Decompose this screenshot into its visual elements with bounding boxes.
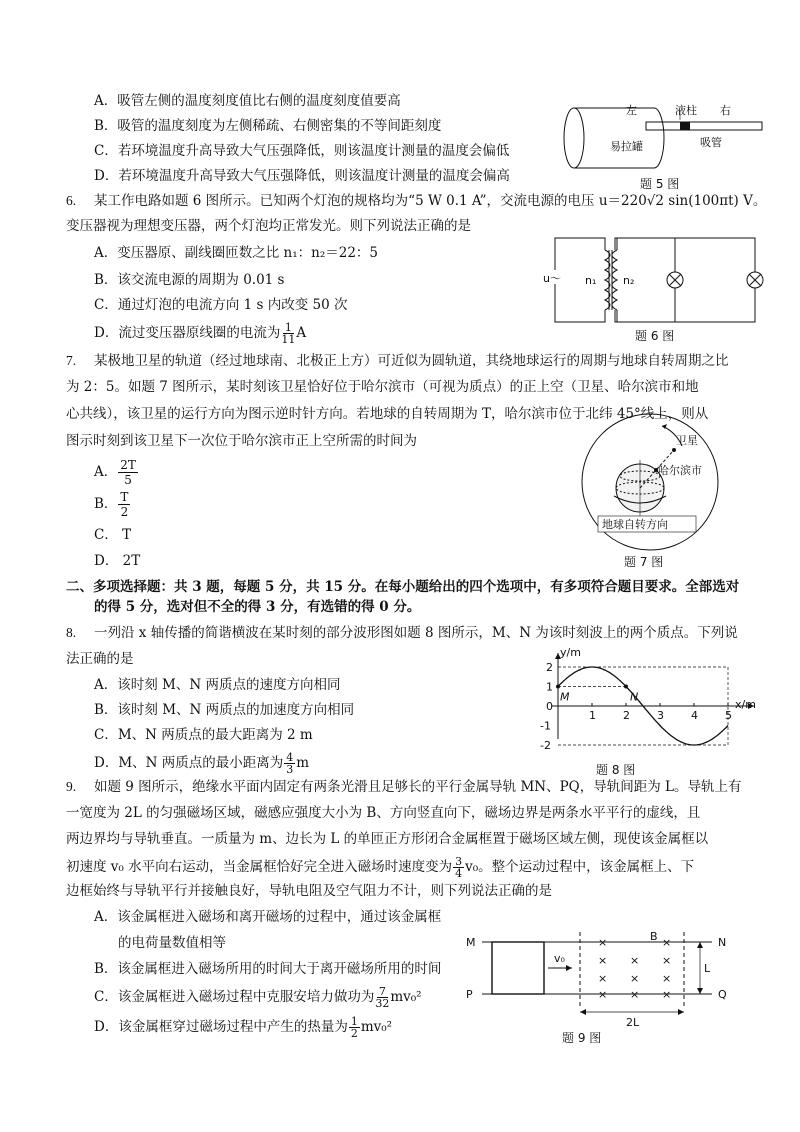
b-field-cross-icon: × xyxy=(598,988,608,1001)
q6-option-d-num: 1 xyxy=(284,321,292,334)
point-label-m: M xyxy=(560,690,570,704)
q9-label-2l: 2L xyxy=(626,1016,640,1029)
q6-stem-line2: 变压器视为理想变压器，两个灯泡均正常发光。则下列说法正确的是 xyxy=(66,218,471,234)
q5-option-b: B．吸管的温度刻度为左侧稀疏、右侧密集的不等间距刻度 xyxy=(94,118,442,134)
q8-option-d-unit: m xyxy=(296,755,310,771)
q6-option-a: A．变压器原、副线圈匝数之比 n₁：n₂＝22：5 xyxy=(94,245,379,261)
bulb-icon-2 xyxy=(747,272,763,288)
q9-label-b: B xyxy=(650,930,658,943)
q9-option-d xyxy=(94,1016,392,1039)
x-tick-label: 4 xyxy=(691,709,698,722)
b-field-cross-icon: × xyxy=(630,972,640,985)
q5-option-d: D．若环境温度升高导致大气压强降低，则该温度计测量的温度会偏高 xyxy=(94,168,510,184)
point-label-n: N xyxy=(630,690,639,704)
q8-stem-line1: 一列沿 x 轴传播的简谐横波在某时刻的部分波形图如题 8 图所示，M、N 为该时刻波上的两个质点。下列说 xyxy=(94,625,738,641)
q9-label-p: P xyxy=(466,988,473,1001)
q7-option-b-num: T xyxy=(120,490,129,504)
q7-option-c: C． T xyxy=(94,527,132,543)
q9-option-d-text: D．该金属框穿过磁场过程中产生的热量为 xyxy=(94,1019,348,1035)
b-field-cross-icon: × xyxy=(598,972,608,985)
q9-label-m: M xyxy=(466,936,476,949)
q7-figure xyxy=(578,410,728,570)
q6-option-d-unit: A xyxy=(296,325,307,341)
q9-option-c xyxy=(94,986,422,1009)
q7-stem-line4: 图示时刻到该卫星下一次位于哈尔滨市正上空所需的时间为 xyxy=(66,433,417,449)
q9-caption: 题 9 图 xyxy=(562,1031,602,1045)
q9-label-v0: v₀ xyxy=(554,952,565,965)
q5-right-label: 右 xyxy=(720,104,731,117)
q8-option-d-den: 3 xyxy=(286,763,294,776)
b-field-cross-icon: × xyxy=(598,954,608,967)
b-field-cross-icon: × xyxy=(662,954,672,967)
q8-stem-line2: 法正确的是 xyxy=(66,651,134,667)
q9-stem-line2: 一宽度为 2L 的匀强磁场区域，磁感应强度大小为 B、方向竖直向下，磁场边界是两条水平平行的虚线，且 xyxy=(66,805,701,821)
q5-caption: 题 5 图 xyxy=(640,177,680,191)
q9-label-q: Q xyxy=(718,988,727,1001)
q9-stem-frac-den: 4 xyxy=(455,867,463,880)
q9-stem-line5: 边框始终与导轨平行并接触良好，导轨电阻及空气阻力不计，则下列说法正确的是 xyxy=(66,883,552,899)
q5-left-label: 左 xyxy=(626,104,637,117)
q5-straw-label: 吸管 xyxy=(700,136,722,149)
q8-number: 8. xyxy=(66,625,77,640)
b-field-cross-icon: × xyxy=(662,988,672,1001)
q9-option-c-den: 32 xyxy=(375,997,390,1010)
q7-option-a-label: A． xyxy=(94,464,118,480)
section2-header-line2: 的得 5 分，选对但不全的得 3 分，有选错的得 0 分。 xyxy=(94,599,421,615)
q6-option-c: C．通过灯泡的电流方向 1 s 内改变 50 次 xyxy=(94,297,348,313)
q7-number: 7. xyxy=(66,353,77,368)
y-tick-label: 0 xyxy=(546,700,553,713)
x-tick-label: 2 xyxy=(623,709,630,722)
q7-option-d: D． 2T xyxy=(94,553,141,569)
q8-option-b: B．该时刻 M、N 两质点的加速度方向相同 xyxy=(94,702,355,718)
q7-satellite-label: 卫星 xyxy=(676,434,698,447)
q6-option-d-text: D．流过变压器原线圈的电流为 xyxy=(94,325,281,341)
q5-liquid-label: 液柱 xyxy=(675,104,697,117)
q9-stem-frac-num: 3 xyxy=(455,855,463,868)
q5-option-a: A．吸管左侧的温度刻度值比右侧的温度刻度值要高 xyxy=(94,93,401,109)
q5-figure xyxy=(560,100,780,190)
q7-option-a-den: 5 xyxy=(124,473,132,487)
x-tick-label: 1 xyxy=(589,709,596,722)
q8-xlabel: x/m xyxy=(735,698,756,711)
q6-option-d xyxy=(94,322,306,345)
q9-stem-line4 xyxy=(66,856,694,879)
q8-option-a: A．该时刻 M、N 两质点的速度方向相同 xyxy=(94,677,341,693)
q5-can-label: 易拉罐 xyxy=(610,140,643,153)
x-tick-label: 5 xyxy=(725,709,732,722)
q9-option-b: B．该金属框进入磁场所用的时间大于离开磁场所用的时间 xyxy=(94,961,442,977)
y-tick-label: -1 xyxy=(540,719,551,733)
q6-figure xyxy=(545,232,765,344)
q8-option-d-text: D．M、N 两质点的最小距离为 xyxy=(94,755,284,771)
y-tick-label: -2 xyxy=(540,739,551,752)
q7-option-a xyxy=(94,458,139,487)
b-field-cross-icon: × xyxy=(598,936,608,949)
x-tick-label: 3 xyxy=(657,709,664,722)
q7-rotation-label: 地球自转方向 xyxy=(602,518,668,531)
q8-option-d xyxy=(94,752,309,775)
q6-n2-label: n₂ xyxy=(623,274,635,287)
q9-option-c-text: C．该金属框进入磁场过程中克服安培力做功为 xyxy=(94,989,375,1005)
q6-source-label: u～ xyxy=(543,272,561,285)
b-field-cross-icon: × xyxy=(630,988,640,1001)
q7-city-label: 哈尔滨市 xyxy=(658,464,702,477)
q8-option-c: C．M、N 两质点的最大距离为 2 m xyxy=(94,727,313,743)
y-tick-label: 2 xyxy=(546,661,553,674)
b-field-cross-icon: × xyxy=(662,972,672,985)
q7-stem-line2: 为 2：5。如题 7 图所示，某时刻该卫星恰好位于哈尔滨市（可视为质点）的正上空（卫星、哈尔滨市和地 xyxy=(66,379,699,395)
q7-option-b xyxy=(94,490,131,519)
q7-option-b-label: B． xyxy=(94,496,118,512)
q9-option-c-num: 7 xyxy=(378,985,386,998)
point-n xyxy=(624,685,628,689)
q7-stem-line1: 某极地卫星的轨道（经过地球南、北极正上方）可近似为圆轨道，其绕地球运行的周期与地球自转周期之比 xyxy=(94,353,729,369)
q8-wave-chart xyxy=(530,646,760,778)
q6-stem-line1: 某工作电路如题 6 图所示。已知两个灯泡的规格均为“5 W 0.1 A”，交流电源的电压 u＝220√2 sin(100πt) V。 xyxy=(94,193,767,209)
q9-stem-line3: 两边界均与导轨垂直。一质量为 m、边长为 L 的单匝正方形闭合金属框置于磁场区域左侧，现使该金属框以 xyxy=(66,831,709,847)
q6-caption: 题 6 图 xyxy=(635,329,675,343)
q6-number: 6. xyxy=(66,193,77,208)
q9-option-d-tail: mv₀² xyxy=(360,1019,393,1035)
q8-ylabel: y/m xyxy=(560,646,581,659)
q8-caption: 题 8 图 xyxy=(596,763,636,777)
b-field-cross-icon: × xyxy=(662,936,672,949)
q9-label-l: L xyxy=(704,962,711,975)
q6-option-b: B．该交流电源的周期为 0.01 s xyxy=(94,272,285,288)
bulb-icon-1 xyxy=(667,272,683,288)
q9-option-d-den: 2 xyxy=(350,1027,358,1040)
b-field-cross-icon: × xyxy=(630,954,640,967)
q9-number: 9. xyxy=(66,779,77,794)
q9-option-c-tail: mv₀² xyxy=(390,989,422,1005)
q7-option-b-den: 2 xyxy=(120,505,129,519)
q9-stem-line1: 如题 9 图所示，绝缘水平面内固定有两条光滑且足够长的平行金属导轨 MN、PQ，导轨间距为 L。导轨上有 xyxy=(94,779,742,795)
q7-option-a-num: 2T xyxy=(120,458,136,472)
q5-option-c: C．若环境温度升高导致大气压强降低，则该温度计测量的温度会偏低 xyxy=(94,143,510,159)
q9-stem-line4-text: 初速度 v₀ 水平向右运动，当金属框恰好完全进入磁场时速度变为 xyxy=(66,859,453,875)
point-m xyxy=(556,685,560,689)
q9-figure xyxy=(462,930,762,1045)
q9-option-a-line2: 的电荷量数值相等 xyxy=(118,935,226,951)
q6-n1-label: n₁ xyxy=(585,274,597,287)
q7-stem-line3: 心共线），该卫星的运行方向为图示逆时针方向。若地球的自转周期为 T，哈尔滨市位于北纬 45°线上，则从 xyxy=(66,406,709,422)
q9-option-d-num: 1 xyxy=(350,1015,358,1028)
q9-label-n: N xyxy=(718,936,727,949)
q9-stem-line4-tail: v₀。整个运动过程中，该金属框上、下 xyxy=(465,859,695,875)
y-tick-label: 1 xyxy=(546,680,553,694)
q9-option-a-line1: A．该金属框进入磁场和离开磁场的过程中，通过该金属框 xyxy=(94,909,442,925)
q6-option-d-den: 11 xyxy=(281,333,296,346)
q8-option-d-num: 4 xyxy=(286,751,294,764)
q7-caption: 题 7 图 xyxy=(624,555,664,569)
section2-header-line1: 二、多项选择题：共 3 题，每题 5 分，共 15 分。在每小题给出的四个选项中，有多项符合题目要求。全部选对 xyxy=(66,579,740,595)
